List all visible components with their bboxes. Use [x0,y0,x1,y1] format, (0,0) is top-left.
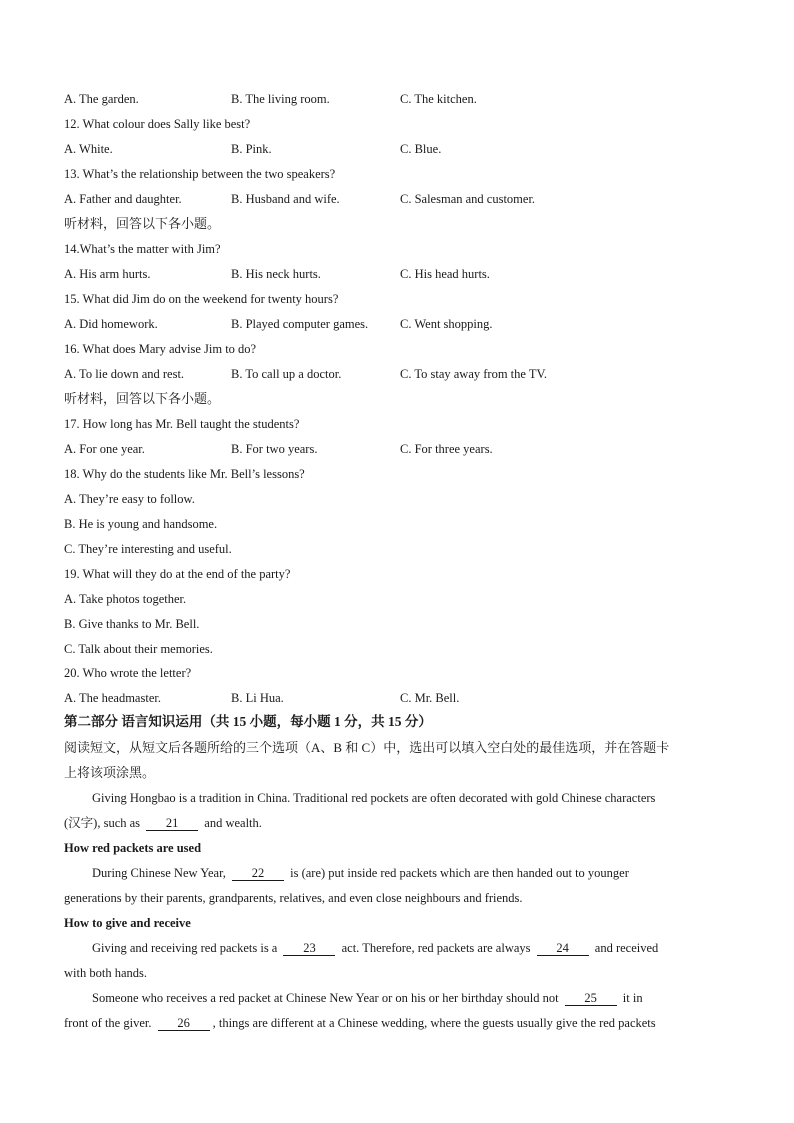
passage-text: and wealth. [204,816,262,830]
passage-paragraph-2-line-2: generations by their parents, grandparents, relatives, and even close neighbours and friends. [64,891,523,905]
option-a: A. The garden. [64,92,139,106]
passage-paragraph-3-line-1 [64,940,658,956]
option-b: B. Pink. [231,142,272,156]
option-c: C. Mr. Bell. [400,691,460,705]
blank-21: 21 [146,817,198,831]
passage-text: it in [622,991,643,1005]
option-c: C. Salesman and customer. [400,192,536,206]
blank-23: 23 [283,942,335,956]
passage-text: and received [594,941,659,955]
option-b: B. His neck hurts. [231,267,321,281]
passage-text: Someone who receives a red packet at Chinese New Year or on his or her birthday should not [92,991,559,1005]
option-a: A. Did homework. [64,317,158,331]
question-18-option-b: B. He is young and handsome. [64,517,218,531]
passage-paragraph-2-line-1 [64,865,629,881]
blank-25: 25 [565,992,617,1006]
option-b: B. Husband and wife. [231,192,340,206]
option-b: B. To call up a doctor. [231,367,342,381]
question-18-stem: 18. Why do the students like Mr. Bell’s lessons? [64,467,305,481]
option-c: C. For three years. [400,442,493,456]
passage-paragraph-4-line-2 [64,1015,656,1031]
option-b: B. Li Hua. [231,691,284,705]
option-a: A. His arm hurts. [64,267,151,281]
passage-text: Giving and receiving red packets is a [92,941,278,955]
option-a: A. Father and daughter. [64,192,182,206]
question-18-option-c: C. They’re interesting and useful. [64,542,232,556]
question-14-stem: 14.What’s the matter with Jim? [64,242,221,256]
option-a: A. To lie down and rest. [64,367,185,381]
option-c: C. His head hurts. [400,267,490,281]
passage-text: , things are different at a Chinese wedding, where the guests usually give the red packets [212,1016,656,1030]
listening-instruction: 听材料，回答以下各小题。 [64,391,221,406]
passage-text: (汉字), such as [64,816,141,830]
passage-paragraph-3-line-2: with both hands. [64,966,147,980]
passage-text: is (are) put inside red packets which are then handed out to younger [290,866,629,880]
question-19-option-b: B. Give thanks to Mr. Bell. [64,617,200,631]
passage-subheading: How red packets are used [64,841,202,855]
passage-text: act. Therefore, red packets are always [341,941,531,955]
question-12-stem: 12. What colour does Sally like best? [64,117,251,131]
option-b: B. For two years. [231,442,318,456]
option-c: C. Went shopping. [400,317,493,331]
question-13-stem: 13. What’s the relationship between the two speakers? [64,167,336,181]
section-instruction-line-1: 阅读短文，从短文后各题所给的三个选项（A、B 和 C）中，选出可以填入空白处的最佳选项，并在答题卡 [64,740,670,755]
option-b: B. Played computer games. [231,317,369,331]
listening-instruction: 听材料，回答以下各小题。 [64,216,221,231]
passage-paragraph-4-line-1 [64,990,643,1006]
option-a: A. The headmaster. [64,691,161,705]
question-20-stem: 20. Who wrote the letter? [64,666,192,680]
question-19-option-a: A. Take photos together. [64,592,187,606]
question-19-option-c: C. Talk about their memories. [64,642,213,656]
passage-text: During Chinese New Year, [92,866,226,880]
blank-24: 24 [537,942,589,956]
blank-26: 26 [158,1017,210,1031]
option-c: C. To stay away from the TV. [400,367,548,381]
question-19-stem: 19. What will they do at the end of the party? [64,567,291,581]
question-16-stem: 16. What does Mary advise Jim to do? [64,342,257,356]
section-instruction-line-2: 上将该项涂黑。 [64,765,156,780]
blank-22: 22 [232,867,284,881]
passage-paragraph-1-line-1: Giving Hongbao is a tradition in China. Traditional red pockets are often decorated with gold Chinese characters [92,791,656,805]
section-title: 第二部分 语言知识运用（共 15 小题，每小题 1 分，共 15 分） [64,714,432,729]
passage-text: front of the giver. [64,1016,152,1030]
option-c: C. Blue. [400,142,442,156]
question-18-option-a: A. They’re easy to follow. [64,492,195,506]
question-15-stem: 15. What did Jim do on the weekend for twenty hours? [64,292,339,306]
question-17-stem: 17. How long has Mr. Bell taught the students? [64,417,300,431]
passage-paragraph-1-line-2 [64,815,262,831]
option-a: A. For one year. [64,442,145,456]
passage-subheading: How to give and receive [64,916,191,930]
option-c: C. The kitchen. [400,92,477,106]
option-a: A. White. [64,142,113,156]
option-b: B. The living room. [231,92,330,106]
